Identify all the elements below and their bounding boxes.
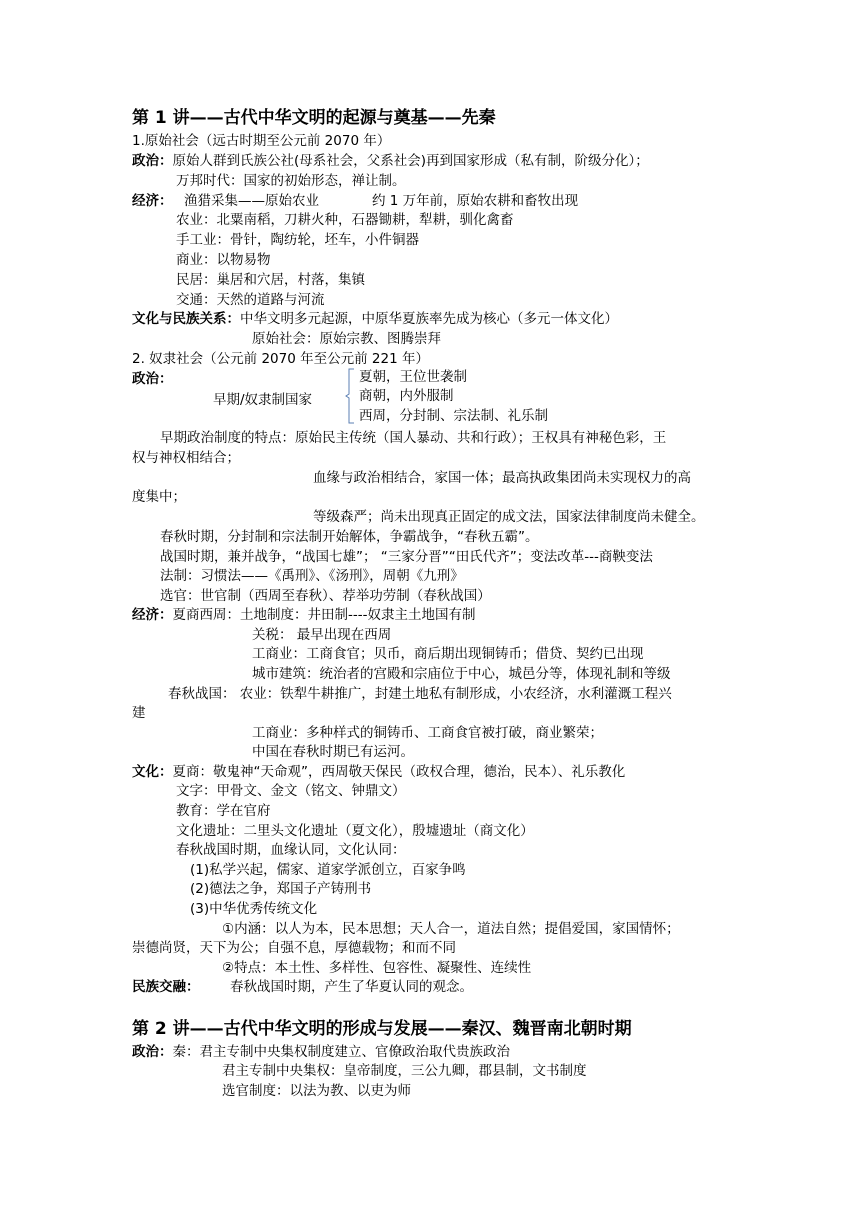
political-features-line-1: 早期政治制度的特点：原始民主传统（国人暴动、共和行政）；王权具有神秘色彩，王 [160,430,667,446]
economy-label-2: 经济： [132,607,173,623]
politics-label-2: 政治： [132,1044,173,1060]
official-selection-line: 选官：世官制（西周至春秋）、荐举功劳制（春秋战国） [160,588,491,604]
culture-ethnic-label: 文化与民族关系： [132,311,240,327]
primitive-economy-housing: 民居：巢居和穴居，村落，集镇 [176,272,365,288]
cult-item-3: (3)中华优秀传统文化 [190,901,318,917]
political-features-line-3: 血缘与政治相结合，家国一体；最高执政集团尚未实现权力的高 [313,470,691,486]
political-features-line-4: 度集中； [132,489,186,505]
political-features-line-2: 权与神权相结合； [132,450,240,466]
lecture-1-title: 第 1 讲——古代中华文明的起源与奠基——先秦 [132,108,496,128]
warring-states-line: 战国时期，兼并战争，“战国七雄”； “三家分晋”“田氏代齐”；变法改革---商鞅变法 [160,549,653,565]
primitive-culture-text: 中华文明多元起源，中原华夏族率先成为核心（多元一体文化） [240,311,618,327]
cult-sites: 文化遗址：二里头文化遗址（夏文化），殷墟遗址（商文化） [176,823,534,839]
primitive-culture-line [132,309,618,329]
cult-characteristics: ②特点：本土性、多样性、包容性、凝聚性、连续性 [222,960,532,976]
econ-customs: 关税： 最早出现在西周 [252,627,392,643]
ethnic-text: 春秋战国时期，产生了华夏认同的观念。 [230,979,473,995]
dynasty-xia: 夏朝，王位世袭制 [359,369,467,385]
primitive-economy-handicraft: 手工业：骨针，陶纺轮，坯车，小件铜器 [176,232,419,248]
econ-land-system: 夏商西周：土地制度：井田制----奴隶主土地国有制 [172,607,476,623]
political-features-line-5: 等级森严；尚未出现真正固定的成文法，国家法律制度尚未健全。 [313,509,705,525]
qin-official-selection: 选官制度：以法为教、以吏为师 [222,1083,411,1099]
primitive-economy-1a: 渔猎采集——原始农业 [184,193,319,209]
primitive-economy-transport: 交通：天然的道路与河流 [176,292,325,308]
cult-connotation-line-1: ①内涵：以人为本，民本思想；天人合一，道法自然；提倡爱国，家国情怀； [222,921,680,937]
cult-item-2: (2)德法之争，郑国子产铸刑书 [190,881,372,897]
slave-economy-line [132,605,476,625]
legal-system-line: 法制：习惯法——《禹刑》、《汤刑》，周朝《九刑》 [160,568,464,584]
politics-label: 政治： [132,153,173,169]
cult-connotation-line-2: 崇德尚贤，天下为公；自强不息，厚德载物；和而不同 [132,940,456,956]
dynasty-shang: 商朝，内外服制 [359,388,454,404]
dynasty-western-zhou: 西周，分封制、宗法制、礼乐制 [359,408,548,424]
cult-education: 教育：学在官府 [176,803,271,819]
slave-culture-line [132,762,625,782]
cult-writing: 文字：甲骨文、金文（铭文、钟鼎文） [176,783,406,799]
primitive-economy-agriculture: 农业：北粟南稻，刀耕火种，石器锄耕，犁耕，驯化禽畜 [176,212,514,228]
lecture-2-title: 第 2 讲——古代中华文明的形成与发展——秦汉、魏晋南北朝时期 [132,1019,632,1039]
brace-connector [345,368,355,424]
ethnic-label: 民族交融： [132,979,200,995]
slave-society-heading: 2. 奴隶社会（公元前 2070 年至公元前 221 年） [132,351,429,367]
primitive-culture-line-2: 原始社会：原始宗教、图腾崇拜 [252,331,441,347]
lecture-2-politics-line [132,1042,510,1062]
econ-spring-autumn-commerce: 工商业：多种样式的铜铸币、工商食官被打破，商业繁荣； [252,725,603,741]
qin-central-power: 君主专制中央集权：皇帝制度，三公九卿，郡县制，文书制度 [222,1063,587,1079]
econ-agriculture-cont: 建 [132,705,146,721]
econ-commerce: 工商业：工商食官；贝币，商后期出现铜铸币；借贷、契约已出现 [252,646,644,662]
econ-canal: 中国在春秋时期已有运河。 [252,744,414,760]
spring-autumn-line: 春秋时期，分封制和宗法制开始解体，争霸战争，“春秋五霸”。 [160,529,539,545]
primitive-economy-1b: 约 1 万年前，原始农耕和畜牧出现 [372,193,579,209]
primitive-society-heading: 1.原始社会（远古时期至公元前 2070 年） [132,133,391,149]
primitive-economy-line [132,191,173,211]
primitive-politics-text: 原始人群到氏族公社(母系社会，父系社会)再到国家形成（私有制，阶级分化）； [172,153,649,169]
culture-label: 文化： [132,764,173,780]
economy-label: 经济： [132,193,173,209]
primitive-politics-line-2: 万邦时代：国家的初始形态，禅让制。 [176,173,406,189]
econ-spring-autumn-agriculture: 春秋战国： 农业：铁犁牛耕推广，封建土地私有制形成，小农经济，水利灌溉工程兴 [168,686,672,702]
cult-identity: 春秋战国时期，血缘认同，文化认同： [176,842,406,858]
cult-xia-shang: 夏商：敬鬼神“天命观”，西周敬天保民（政权合理，德治，民本）、礼乐教化 [172,764,626,780]
cult-item-1: (1)私学兴起，儒家、道家学派创立，百家争鸣 [190,862,466,878]
econ-urban: 城市建筑：统治者的宫殿和宗庙位于中心，城邑分等，体现礼制和等级 [252,666,671,682]
early-state-label: 早期/奴隶制国家 [213,392,313,408]
slave-politics-label: 政治： [132,371,173,387]
primitive-politics-line [132,151,649,171]
qin-politics: 秦：君主专制中央集权制度建立、官僚政治取代贵族政治 [172,1044,510,1060]
primitive-economy-commerce: 商业：以物易物 [176,252,271,268]
